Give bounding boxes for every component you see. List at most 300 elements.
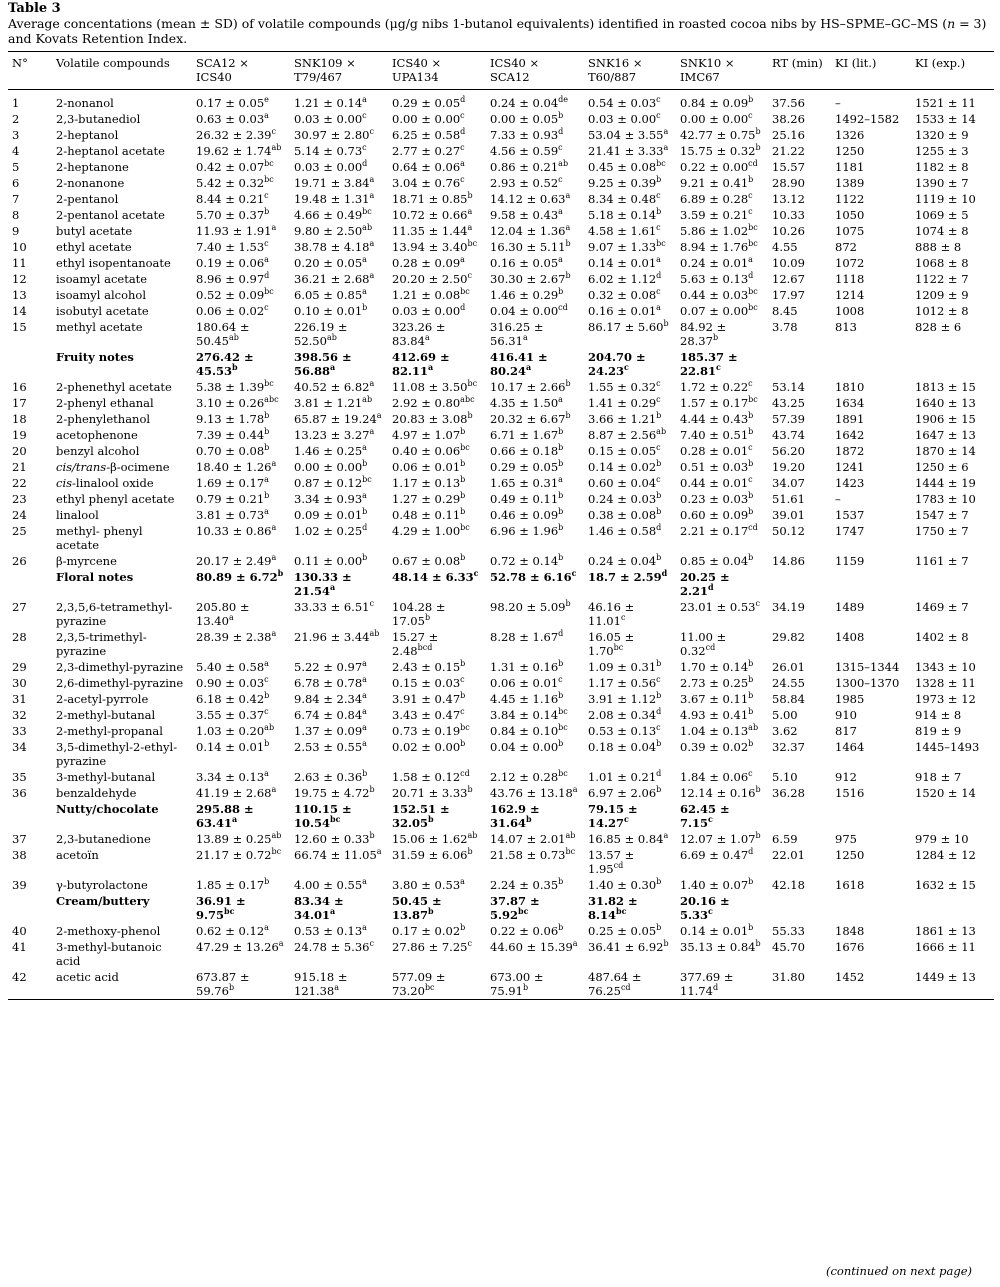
cell-snk109-t79: 9.84 ± 2.34$^a$ — [294, 691, 367, 706]
cell-compound: isobutyl acetate — [56, 304, 149, 318]
cell-ki-lit: 1326 — [835, 128, 865, 142]
cell-snk16-t60: 9.25 ± 0.39$^b$ — [588, 175, 662, 190]
cell-snk16-t60: 0.32 ± 0.08$^c$ — [588, 287, 661, 302]
header-ics40-upa134: ICS40 × UPA134 — [388, 52, 486, 90]
cell-snk109-t79: 4.00 ± 0.55$^a$ — [294, 877, 367, 892]
cell-ki-exp: 1012 ± 8 — [915, 304, 969, 318]
cell-number: 12 — [12, 272, 27, 286]
cell-snk109-t79: 0.53 ± 0.13$^a$ — [294, 923, 367, 938]
cell-snk16-t60: 0.25 ± 0.05$^b$ — [588, 923, 662, 938]
cell-ics40-upa134: 4.29 ± 1.00$^{bc}$ — [392, 523, 470, 538]
cell-snk16-t60: 4.58 ± 1.61$^c$ — [588, 223, 661, 238]
cell-ki-exp: 1861 ± 13 — [915, 924, 976, 938]
cell-snk10-imc67: 1.57 ± 0.17$^{bc}$ — [680, 395, 758, 410]
cell-ics40-sca12: 9.58 ± 0.43$^a$ — [490, 207, 563, 222]
cell-snk10-imc67: 0.85 ± 0.04$^b$ — [680, 553, 754, 568]
cell-ics40-upa134: 104.28 ± 17.05$^b$ — [392, 600, 446, 628]
cell-snk10-imc67: 8.94 ± 1.76$^{bc}$ — [680, 239, 758, 254]
cell-snk109-t79: 0.00 ± 0.00$^b$ — [294, 459, 368, 474]
cell-snk10-imc67: 9.21 ± 0.41$^b$ — [680, 175, 754, 190]
cell-number: 7 — [12, 192, 20, 206]
cell-ki-exp: 828 ± 6 — [915, 320, 962, 334]
cell-ics40-sca12: 98.20 ± 5.09$^b$ — [490, 599, 571, 614]
cell-rt: 14.86 — [772, 554, 805, 568]
cell-ki-lit: 1985 — [835, 692, 865, 706]
cell-compound: ethyl acetate — [56, 240, 132, 254]
cell-number: 15 — [12, 320, 27, 334]
cell-sca12-ics40: 5.42 ± 0.32$^{bc}$ — [196, 175, 274, 190]
cell-rt: 21.22 — [772, 144, 805, 158]
group-subtotal-row — [8, 801, 994, 831]
cell-compound: ethyl phenyl acetate — [56, 492, 175, 506]
cell-compound: 2-phenyl ethanal — [56, 396, 154, 410]
cell-ics40-upa134: 0.73 ± 0.19$^{bc}$ — [392, 723, 470, 738]
cell-ki-exp: 1320 ± 9 — [915, 128, 969, 142]
cell-ki-exp: 979 ± 10 — [915, 832, 969, 846]
cell-ki-exp: 1068 ± 8 — [915, 256, 969, 270]
table-row — [8, 877, 994, 893]
cell-ki-lit — [831, 569, 911, 599]
cell-ics40-sca12: 0.00 ± 0.05$^b$ — [490, 111, 564, 126]
cell-ics40-upa134: 1.17 ± 0.13$^b$ — [392, 475, 466, 490]
header-sca12-ics40: SCA12 × ICS40 — [192, 52, 290, 90]
cell-compound: benzaldehyde — [56, 786, 137, 800]
header-compound: Volatile compounds — [52, 52, 192, 90]
cell-rt: 6.59 — [772, 832, 798, 846]
cell-ki-exp: 1813 ± 15 — [915, 380, 976, 394]
table-row — [8, 491, 994, 507]
cell-ics40-sca12: 416.41 ± 80.24$^a$ — [490, 350, 548, 378]
cell-number: 42 — [8, 969, 52, 1000]
cell-snk109-t79: 0.03 ± 0.00$^c$ — [294, 111, 367, 126]
table-row — [8, 443, 994, 459]
cell-compound: cis-linalool oxide — [56, 476, 154, 490]
cell-ki-exp: 1390 ± 7 — [915, 176, 969, 190]
cell-ics40-upa134: 1.27 ± 0.29$^b$ — [392, 491, 466, 506]
cell-sca12-ics40: 5.38 ± 1.39$^{bc}$ — [196, 379, 274, 394]
cell-ki-exp: 1640 ± 13 — [915, 396, 976, 410]
cell-ics40-sca12: 2.93 ± 0.52$^c$ — [490, 175, 563, 190]
cell-ics40-sca12: 4.45 ± 1.16$^b$ — [490, 691, 564, 706]
cell-ics40-sca12: 0.84 ± 0.10$^{bc}$ — [490, 723, 568, 738]
cell-compound: acetoïn — [56, 848, 99, 862]
cell-compound: γ-butyrolactone — [56, 878, 148, 892]
cell-snk109-t79: 12.60 ± 0.33$^b$ — [294, 831, 375, 846]
cell-ics40-sca12: 673.00 ± 75.91$^b$ — [486, 969, 584, 1000]
cell-sca12-ics40: 0.14 ± 0.01$^b$ — [196, 739, 270, 754]
table-row — [8, 223, 994, 239]
cell-snk16-t60: 1.40 ± 0.30$^b$ — [588, 877, 662, 892]
header-number: N° — [8, 52, 52, 90]
cell-compound: methyl acetate — [56, 320, 143, 334]
cell-rt — [768, 801, 831, 831]
cell-sca12-ics40: 0.52 ± 0.09$^{bc}$ — [196, 287, 274, 302]
cell-ics40-sca12: 2.24 ± 0.35$^b$ — [490, 877, 564, 892]
cell-ics40-sca12: 0.04 ± 0.00$^b$ — [490, 739, 564, 754]
cell-ics40-sca12: 3.84 ± 0.14$^{bc}$ — [490, 707, 568, 722]
cell-rt: 26.01 — [772, 660, 805, 674]
cell-snk10-imc67: 3.67 ± 0.11$^b$ — [680, 691, 754, 706]
cell-rt: 3.78 — [772, 320, 798, 334]
table-row — [8, 271, 994, 287]
cell-sca12-ics40: 180.64 ± 50.45$^{ab}$ — [196, 320, 250, 348]
cell-number: 14 — [12, 304, 27, 318]
table-row — [8, 175, 994, 191]
cell-rt: 5.00 — [772, 708, 798, 722]
cell-snk109-t79: 110.15 ± 10.54$^{bc}$ — [294, 802, 352, 830]
cell-ki-exp: 1444 ± 19 — [915, 476, 976, 490]
cell-ics40-upa134: 152.51 ± 32.05$^b$ — [392, 802, 450, 830]
cell-snk109-t79: 36.21 ± 2.68$^a$ — [294, 271, 375, 286]
cell-compound: 2,3,5-trimethyl-pyrazine — [56, 630, 147, 658]
cell-number: 30 — [12, 676, 27, 690]
cell-snk16-t60: 1.01 ± 0.21$^d$ — [588, 769, 662, 784]
cell-ics40-sca12: 316.25 ± 56.31$^a$ — [490, 320, 544, 348]
cell-snk109-t79: 6.74 ± 0.84$^a$ — [294, 707, 367, 722]
cell-snk109-t79: 30.97 ± 2.80$^c$ — [294, 127, 374, 142]
cell-snk16-t60: 0.24 ± 0.03$^b$ — [588, 491, 662, 506]
table-caption: Average concentations (mean ± SD) of volatile compounds (μg/g nibs 1-butanol equivalents) identified in roasted cocoa nibs by HS–SPME–GC–MS (n = 3) and Kovats Retention Index. — [8, 16, 987, 46]
cell-snk16-t60: 31.82 ± 8.14$^{bc}$ — [588, 894, 638, 922]
cell-ki-lit: 1452 — [831, 969, 911, 1000]
cell-snk109-t79: 2.53 ± 0.55$^a$ — [294, 739, 367, 754]
cell-snk109-t79: 1.37 ± 0.09$^a$ — [294, 723, 367, 738]
cell-snk16-t60: 0.54 ± 0.03$^c$ — [588, 95, 661, 110]
cell-rt: 45.70 — [772, 940, 805, 954]
cell-ics40-sca12: 0.16 ± 0.05$^a$ — [490, 255, 563, 270]
cell-snk10-imc67: 0.44 ± 0.03$^{bc}$ — [680, 287, 758, 302]
cell-number: 29 — [12, 660, 27, 674]
cell-snk10-imc67: 4.44 ± 0.43$^b$ — [680, 411, 754, 426]
cell-snk109-t79: 4.66 ± 0.49$^{bc}$ — [294, 207, 372, 222]
cell-sca12-ics40: 41.19 ± 2.68$^a$ — [196, 785, 277, 800]
cell-snk10-imc67: 12.07 ± 1.07$^b$ — [680, 831, 761, 846]
cell-sca12-ics40: 20.17 ± 2.49$^a$ — [196, 553, 277, 568]
cell-ki-exp: 1632 ± 15 — [915, 878, 976, 892]
cell-sca12-ics40: 3.10 ± 0.26$^{abc}$ — [196, 395, 279, 410]
cell-ics40-upa134: 27.86 ± 7.25$^c$ — [392, 939, 472, 954]
cell-sca12-ics40: 8.44 ± 0.21$^c$ — [196, 191, 269, 206]
cell-snk109-t79: 9.80 ± 2.50$^{ab}$ — [294, 223, 373, 238]
cell-snk16-t60: 0.03 ± 0.00$^c$ — [588, 111, 661, 126]
cell-rt: 55.33 — [772, 924, 805, 938]
cell-ki-exp: 1906 ± 15 — [915, 412, 976, 426]
cell-ki-exp: 914 ± 8 — [915, 708, 962, 722]
cell-snk16-t60: 0.45 ± 0.08$^{bc}$ — [588, 159, 666, 174]
cell-snk16-t60: 21.41 ± 3.33$^a$ — [588, 143, 669, 158]
cell-ki-lit: 1642 — [835, 428, 865, 442]
group-subtotal-row — [8, 569, 994, 599]
table-row — [8, 739, 994, 769]
cell-ki-lit: 1122 — [835, 192, 865, 206]
cell-ki-lit: 1241 — [835, 460, 865, 474]
cell-ki-exp: 1520 ± 14 — [915, 786, 976, 800]
cell-ics40-sca12: 7.33 ± 0.93$^d$ — [490, 127, 564, 142]
cell-ics40-sca12: 37.87 ± 5.92$^{bc}$ — [490, 894, 540, 922]
table-row — [8, 523, 994, 553]
cell-snk16-t60: 0.14 ± 0.01$^a$ — [588, 255, 661, 270]
cell-ki-exp: 1250 ± 6 — [915, 460, 969, 474]
table-row — [8, 191, 994, 207]
cell-sca12-ics40: 0.17 ± 0.05$^e$ — [196, 95, 269, 110]
cell-compound: benzyl alcohol — [56, 444, 140, 458]
cell-ics40-sca12: 0.24 ± 0.04de — [490, 95, 569, 110]
cell-ki-exp: 1284 ± 12 — [915, 848, 976, 862]
cell-snk16-t60: 1.17 ± 0.56$^c$ — [588, 675, 661, 690]
cell-sca12-ics40: 3.81 ± 0.73$^a$ — [196, 507, 269, 522]
cell-snk10-imc67: 5.63 ± 0.13$^d$ — [680, 271, 754, 286]
cell-number: 36 — [12, 786, 27, 800]
cell-ki-exp — [911, 569, 994, 599]
cell-sca12-ics40: 1.85 ± 0.17$^b$ — [196, 877, 270, 892]
cell-ki-lit: 1075 — [835, 224, 865, 238]
cell-ics40-sca12: 52.78 ± 6.16$^c$ — [490, 568, 577, 584]
table-row — [8, 969, 994, 1000]
cell-ki-lit — [831, 801, 911, 831]
cell-ics40-upa134: 323.26 ± 83.84$^a$ — [392, 320, 446, 348]
cell-snk109-t79: 24.78 ± 5.36$^c$ — [294, 939, 374, 954]
cell-snk16-t60: 9.07 ± 1.33$^{bc}$ — [588, 239, 666, 254]
cell-snk10-imc67: 0.51 ± 0.03$^b$ — [680, 459, 754, 474]
cell-sca12-ics40: 11.93 ± 1.91$^a$ — [196, 223, 277, 238]
cell-ki-lit: 1492–1582 — [835, 112, 900, 126]
cell-snk109-t79: 19.75 ± 4.72$^b$ — [294, 785, 375, 800]
cell-sca12-ics40: 1.03 ± 0.20$^{ab}$ — [196, 723, 275, 738]
cell-rt: 10.09 — [772, 256, 805, 270]
table-row — [8, 847, 994, 877]
cell-rt: 39.01 — [772, 508, 805, 522]
cell-snk109-t79: 65.87 ± 19.24$^a$ — [294, 411, 382, 426]
cell-ki-exp: 819 ± 9 — [915, 724, 962, 738]
cell-ics40-upa134: 3.80 ± 0.53$^a$ — [392, 877, 465, 892]
cell-snk10-imc67: 1.40 ± 0.07$^b$ — [680, 877, 754, 892]
cell-ics40-sca12: 16.30 ± 5.11$^b$ — [490, 239, 571, 254]
table-row — [8, 127, 994, 143]
cell-ics40-upa134: 0.29 ± 0.05$^d$ — [392, 95, 466, 110]
cell-compound: 2-nonanone — [56, 176, 125, 190]
cell-rt: 32.37 — [772, 740, 805, 754]
cell-snk10-imc67: 1.04 ± 0.13$^{ab}$ — [680, 723, 759, 738]
cell-ki-exp — [911, 893, 994, 923]
cell-ki-lit: 1489 — [835, 600, 865, 614]
cell-sca12-ics40: 13.89 ± 0.25$^{ab}$ — [196, 831, 282, 846]
cell-number: 13 — [12, 288, 27, 302]
cell-ki-exp: 1647 ± 13 — [915, 428, 976, 442]
cell-ki-exp — [911, 349, 994, 379]
cell-compound: 2,3-dimethyl-pyrazine — [56, 660, 184, 674]
cell-rt: 15.57 — [772, 160, 805, 174]
cell-sca12-ics40: 3.55 ± 0.37$^c$ — [196, 707, 269, 722]
cell-snk16-t60: 0.38 ± 0.08$^b$ — [588, 507, 662, 522]
table-row — [8, 207, 994, 223]
cell-sca12-ics40: 205.80 ± 13.40$^a$ — [196, 600, 250, 628]
table-row — [8, 659, 994, 675]
cell-sca12-ics40: 276.42 ± 45.53$^b$ — [196, 350, 254, 378]
cell-ics40-upa134: 11.35 ± 1.44$^a$ — [392, 223, 473, 238]
table-row — [8, 287, 994, 303]
cell-snk10-imc67: 42.77 ± 0.75$^b$ — [680, 127, 761, 142]
cell-ki-lit: 1300–1370 — [835, 676, 900, 690]
cell-rt: 17.97 — [772, 288, 805, 302]
cell-ki-exp: 1069 ± 5 — [915, 208, 969, 222]
cell-ki-lit: 1810 — [835, 380, 865, 394]
table-row — [8, 507, 994, 523]
cell-ki-lit: 912 — [835, 770, 857, 784]
cell-snk16-t60: 8.34 ± 0.48$^c$ — [588, 191, 661, 206]
cell-sca12-ics40: 295.88 ± 63.41$^a$ — [196, 802, 254, 830]
cell-number: 9 — [12, 224, 20, 238]
header-row — [8, 52, 994, 90]
cell-rt: 43.25 — [772, 396, 805, 410]
header-ki-lit: KI (lit.) — [831, 52, 911, 90]
cell-ki-lit: 1250 — [835, 144, 865, 158]
cell-snk10-imc67: 0.24 ± 0.01$^a$ — [680, 255, 753, 270]
cell-snk109-t79: 1.21 ± 0.14$^a$ — [294, 95, 367, 110]
cell-compound: 2,3-butanediol — [56, 112, 141, 126]
cell-ki-lit: 1118 — [835, 272, 865, 286]
cell-number: 2 — [12, 112, 20, 126]
cell-compound: linalool — [56, 508, 99, 522]
cell-compound: cis/trans-β-ocimene — [56, 460, 170, 474]
cell-rt: 36.28 — [772, 786, 805, 800]
cell-ics40-upa134: 20.83 ± 3.08$^b$ — [392, 411, 473, 426]
cell-ics40-upa134: 577.09 ± 73.20$^{bc}$ — [388, 969, 486, 1000]
cell-ics40-sca12: 1.46 ± 0.29$^b$ — [490, 287, 564, 302]
cell-sca12-ics40: 7.40 ± 1.53$^c$ — [196, 239, 269, 254]
cell-snk16-t60: 5.18 ± 0.14$^b$ — [588, 207, 662, 222]
cell-snk109-t79: 3.81 ± 1.21$^{ab}$ — [294, 395, 373, 410]
cell-number: 38 — [12, 848, 27, 862]
cell-snk109-t79: 130.33 ± 21.54$^a$ — [294, 570, 352, 598]
cell-snk10-imc67: 7.40 ± 0.51$^b$ — [680, 427, 754, 442]
cell-ki-lit — [831, 349, 911, 379]
cell-sca12-ics40: 9.13 ± 1.78$^b$ — [196, 411, 270, 426]
cell-snk10-imc67: 185.37 ± 22.81$^c$ — [680, 350, 738, 378]
cell-ics40-upa134: 0.00 ± 0.00$^c$ — [392, 111, 465, 126]
cell-number: 17 — [12, 396, 27, 410]
cell-snk10-imc67: 12.14 ± 0.16$^b$ — [680, 785, 761, 800]
cell-snk10-imc67: 1.84 ± 0.06$^c$ — [680, 769, 753, 784]
cell-ki-exp: 1402 ± 8 — [915, 630, 969, 644]
cell-snk10-imc67: 0.07 ± 0.00$^{bc}$ — [680, 303, 758, 318]
cell-sca12-ics40: 10.33 ± 0.86$^a$ — [196, 523, 277, 538]
cell-number: 20 — [12, 444, 27, 458]
cell-rt: 58.84 — [772, 692, 805, 706]
cell-number — [8, 349, 52, 379]
table-row — [8, 599, 994, 629]
cell-ki-lit: 975 — [835, 832, 857, 846]
cell-compound: 2-methyl-butanal — [56, 708, 156, 722]
cell-ki-lit: 817 — [835, 724, 857, 738]
cell-snk10-imc67: 0.23 ± 0.03$^b$ — [680, 491, 754, 506]
cell-ics40-upa134: 15.27 ± 2.48$^{bcd}$ — [392, 630, 439, 658]
table-row — [8, 629, 994, 659]
table-row — [8, 379, 994, 395]
cell-snk16-t60: 6.02 ± 1.12$^d$ — [588, 271, 662, 286]
table-row — [8, 707, 994, 723]
cell-sca12-ics40: 36.91 ± 9.75$^{bc}$ — [196, 894, 246, 922]
cell-number — [8, 569, 52, 599]
cell-compound: acetophenone — [56, 428, 138, 442]
cell-compound: 3,5-dimethyl-2-ethyl-pyrazine — [56, 740, 178, 768]
cell-ics40-upa134: 0.40 ± 0.06$^{bc}$ — [392, 443, 470, 458]
cell-rt: 57.39 — [772, 412, 805, 426]
cell-snk109-t79: 5.22 ± 0.97$^a$ — [294, 659, 367, 674]
cell-number: 33 — [12, 724, 27, 738]
cell-ics40-upa134: 0.15 ± 0.03$^c$ — [392, 675, 465, 690]
cell-ics40-upa134: 0.64 ± 0.06$^a$ — [392, 159, 465, 174]
cell-sca12-ics40: 5.40 ± 0.58$^a$ — [196, 659, 269, 674]
cell-number: 22 — [12, 476, 27, 490]
cell-ki-exp: 1209 ± 9 — [915, 288, 969, 302]
cell-snk16-t60: 0.15 ± 0.05$^c$ — [588, 443, 661, 458]
cell-ki-exp: 1973 ± 12 — [915, 692, 976, 706]
cell-compound: 2-methyl-propanal — [56, 724, 163, 738]
table-row — [8, 691, 994, 707]
cell-ki-lit: 1676 — [835, 940, 865, 954]
cell-ki-exp: 1122 ± 7 — [915, 272, 969, 286]
cell-ics40-upa134: 1.58 ± 0.12$^{cd}$ — [392, 769, 470, 784]
cell-ki-exp: 1119 ± 10 — [915, 192, 976, 206]
table-row — [8, 831, 994, 847]
cell-snk109-t79: 83.34 ± 34.01$^a$ — [294, 894, 344, 922]
table-body — [8, 90, 994, 1000]
cell-ics40-sca12: 162.9 ± 31.64$^b$ — [490, 802, 540, 830]
table-row — [8, 723, 994, 739]
cell-compound: isoamyl acetate — [56, 272, 148, 286]
cell-snk16-t60: 16.85 ± 0.84$^a$ — [588, 831, 669, 846]
header-ki-exp: KI (exp.) — [911, 52, 994, 90]
cell-number: 19 — [12, 428, 27, 442]
cell-ics40-sca12: 10.17 ± 2.66$^b$ — [490, 379, 571, 394]
cell-snk10-imc67: 0.44 ± 0.01$^c$ — [680, 475, 753, 490]
cell-ki-lit: 813 — [835, 320, 857, 334]
cell-snk10-imc67: 11.00 ± 0.32$^{cd}$ — [680, 630, 727, 658]
cell-snk10-imc67: 20.25 ± 2.21$^d$ — [680, 570, 730, 598]
cell-snk109-t79: 398.56 ± 56.88$^a$ — [294, 350, 352, 378]
cell-ics40-upa134: 3.04 ± 0.76$^c$ — [392, 175, 465, 190]
cell-sca12-ics40: 0.79 ± 0.21$^b$ — [196, 491, 270, 506]
cell-snk16-t60: 204.70 ± 24.23$^c$ — [588, 350, 646, 378]
cell-ics40-sca12: 4.35 ± 1.50$^a$ — [490, 395, 563, 410]
cell-ics40-sca12: 1.65 ± 0.31$^a$ — [490, 475, 563, 490]
cell-number: 37 — [12, 832, 27, 846]
cell-snk16-t60: 1.09 ± 0.31$^b$ — [588, 659, 662, 674]
cell-snk10-imc67: 0.84 ± 0.09$^b$ — [680, 95, 754, 110]
cell-ki-lit: 1250 — [835, 848, 865, 862]
cell-ki-exp: 1469 ± 7 — [915, 600, 969, 614]
cell-compound: ethyl isopentanoate — [56, 256, 171, 270]
cell-ics40-upa134: 10.72 ± 0.66$^a$ — [392, 207, 473, 222]
group-subtotal-row — [8, 349, 994, 379]
cell-sca12-ics40: 21.17 ± 0.72$^{bc}$ — [196, 847, 282, 862]
cell-ics40-sca12: 14.12 ± 0.63$^a$ — [490, 191, 571, 206]
cell-snk16-t60: 3.91 ± 1.12$^b$ — [588, 691, 662, 706]
cell-snk16-t60: 46.16 ± 11.01$^c$ — [588, 600, 635, 628]
cell-ics40-upa134: 20.71 ± 3.33$^b$ — [392, 785, 473, 800]
cell-ics40-upa134: 2.77 ± 0.27$^c$ — [392, 143, 465, 158]
group-subtotal-row — [8, 893, 994, 923]
cell-ics40-upa134: 48.14 ± 6.33$^c$ — [392, 568, 479, 584]
cell-ics40-upa134: 0.48 ± 0.11$^b$ — [392, 507, 466, 522]
cell-sca12-ics40: 19.62 ± 1.74$^{ab}$ — [196, 143, 282, 158]
cell-number: 10 — [12, 240, 27, 254]
cell-ics40-upa134: 13.94 ± 3.40$^{bc}$ — [392, 239, 478, 254]
cell-snk109-t79: 226.19 ± 52.50$^{ab}$ — [294, 320, 348, 348]
cell-ics40-upa134: 31.59 ± 6.06$^b$ — [392, 847, 473, 862]
cell-snk16-t60: 6.97 ± 2.06$^b$ — [588, 785, 662, 800]
cell-ki-lit: 1618 — [835, 878, 865, 892]
